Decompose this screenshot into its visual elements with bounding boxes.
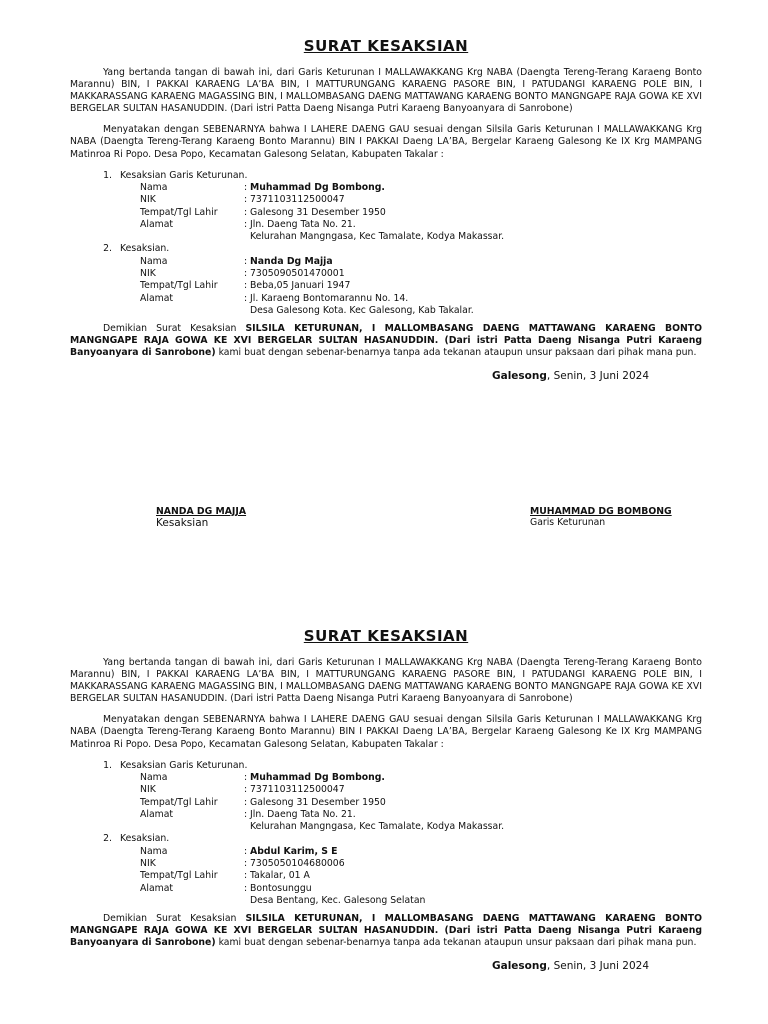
witness-2-address-row: Alamat : Jl. Karaeng Bontomarannu No. 14.: [140, 292, 409, 304]
signer-right-name: MUHAMMAD DG BOMBONG: [530, 506, 672, 517]
statement-paragraph: Menyatakan dengan SEBENARNYA bahwa I LAHERE DAENG GAU sesuai dengan Silsila Garis Keturunan I MALLAWAKKANG Krg NABA (Daengta Tereng-Terang Karaeng Bonto Marannu) BIN I PAKKAI Daeng LA’BA, Bergelar Karaeng Galesong Ke IX Krg MAMPANG Matinroa Ri Popo. Desa Popo, Kecamatan Galesong Selatan, Kabupaten Takalar :: [70, 124, 702, 160]
witness-2-nik-row: NIK : 7305090501470001: [140, 268, 345, 280]
letter-title: SURAT KESAKSIAN: [303, 627, 469, 645]
witness-1-address-line2: Kelurahan Mangngasa, Kec Tamalate, Kodya Makassar.: [250, 821, 505, 833]
witness-2-name: Abdul Karim, S E: [250, 845, 338, 857]
intro-paragraph: Yang bertanda tangan di bawah ini, dari Garis Keturunan I MALLAWAKKANG Krg NABA (Daengta Tereng-Terang Karaeng Bonto Marannu) BIN, I PAKKAI KARAENG LA’BA BIN, I MATTURUNGANG KARAENG PASORE BIN, I PATUDANGI KARAENG POLE BIN, I MAKKARASSANG KARAENG MAGASSING BIN, I MALLOMBASANG DAENG MATTAWANG KARAENG BONTO MANGNGAPE RAJA GOWA KE XVI BERGELAR SULTAN HASANUDDIN. (Dari istri Patta Daeng Nisanga Putri Karaeng Banyoanyara di Sanrobone): [70, 67, 702, 115]
witness-2-heading: 2. Kesaksian.: [103, 833, 170, 845]
witness-1-nik: 7371103112500047: [250, 194, 345, 206]
witness-list: [70, 170, 702, 318]
witness-2-nik: 7305050104680006: [250, 858, 345, 870]
witness-1-address-line1: Jln. Daeng Tata No. 21.: [250, 218, 356, 230]
signature-left: [156, 506, 246, 529]
witness-2-address-line1: Bontosunggu: [250, 882, 312, 894]
witness-1-heading: 1. Kesaksian Garis Keturunan.: [103, 169, 248, 181]
witness-1-ttl: Galesong 31 Desember 1950: [250, 796, 386, 808]
closing-paragraph: Demikian Surat Kesaksian SILSILA KETURUNAN, I MALLOMBASANG DAENG MATTAWANG KARAENG BONTO MANGNGAPE RAJA GOWA KE XVI BERGELAR SULTAN HASANUDDIN. (Dari istri Patta Daeng Nisanga Putri Karaeng Banyoanyara di Sanrobone) kami buat dengan sebenar-benarnya tanpa ada tekanan ataupun unsur paksaan dari pihak mana pun.: [70, 913, 702, 949]
witness-1-address-row: Alamat : Jln. Daeng Tata No. 21.: [140, 808, 356, 820]
witness-2-ttl-row: Tempat/Tgl Lahir : Beba,05 Januari 1947: [140, 280, 351, 292]
witness-2-address-row: Alamat : Bontosunggu: [140, 882, 312, 894]
witness-2-ttl: Takalar, 01 A: [250, 870, 310, 882]
signer-right-role: Garis Keturunan: [530, 517, 606, 528]
signer-left-name: NANDA DG MAJJA: [156, 506, 247, 517]
witness-1-address-row: Alamat : Jln. Daeng Tata No. 21.: [140, 218, 356, 230]
signer-left-role: Kesaksian: [156, 517, 209, 529]
place-date: Galesong, Senin, 3 Juni 2024: [492, 369, 649, 382]
letter-1: [70, 37, 702, 382]
witness-2-name-row: Nama : Nanda Dg Majja: [140, 255, 333, 267]
witness-1-ttl: Galesong 31 Desember 1950: [250, 206, 386, 218]
letter-2: [70, 627, 702, 972]
closing-paragraph: Demikian Surat Kesaksian SILSILA KETURUNAN, I MALLOMBASANG DAENG MATTAWANG KARAENG BONTO MANGNGAPE RAJA GOWA KE XVI BERGELAR SULTAN HASANUDDIN. (Dari istri Patta Daeng Nisanga Putri Karaeng Banyoanyara di Sanrobone) kami buat dengan sebenar-benarnya tanpa ada tekanan ataupun unsur paksaan dari pihak mana pun.: [70, 323, 702, 359]
witness-1-name: Muhammad Dg Bombong.: [250, 181, 385, 193]
letter-title: SURAT KESAKSIAN: [303, 37, 469, 55]
witness-2-ttl: Beba,05 Januari 1947: [250, 280, 351, 292]
witness-1-name: Muhammad Dg Bombong.: [250, 771, 385, 783]
witness-1-heading: 1. Kesaksian Garis Keturunan.: [103, 759, 248, 771]
witness-1-nik: 7371103112500047: [250, 784, 345, 796]
witness-1-ttl-row: Tempat/Tgl Lahir : Galesong 31 Desember 1950: [140, 206, 386, 218]
witness-2-address-line1: Jl. Karaeng Bontomarannu No. 14.: [250, 292, 409, 304]
statement-paragraph: Menyatakan dengan SEBENARNYA bahwa I LAHERE DAENG GAU sesuai dengan Silsila Garis Keturunan I MALLAWAKKANG Krg NABA (Daengta Tereng-Terang Karaeng Bonto Marannu) BIN I PAKKAI Daeng LA’BA, Bergelar Karaeng Galesong Ke IX Krg MAMPANG Matinroa Ri Popo. Desa Popo, Kecamatan Galesong Selatan, Kabupaten Takalar :: [70, 714, 702, 750]
witness-1-ttl-row: Tempat/Tgl Lahir : Galesong 31 Desember 1950: [140, 796, 386, 808]
witness-2-name: Nanda Dg Majja: [250, 255, 333, 267]
intro-paragraph: Yang bertanda tangan di bawah ini, dari Garis Keturunan I MALLAWAKKANG Krg NABA (Daengta Tereng-Terang Karaeng Bonto Marannu) BIN, I PAKKAI KARAENG LA’BA BIN, I MATTURUNGANG KARAENG PASORE BIN, I PATUDANGI KARAENG POLE BIN, I MAKKARASSANG KARAENG MAGASSING BIN, I MALLOMBASANG DAENG MATTAWANG KARAENG BONTO MANGNGAPE RAJA GOWA KE XVI BERGELAR SULTAN HASANUDDIN. (Dari istri Patta Daeng Nisanga Putri Karaeng Banyoanyara di Sanrobone): [70, 657, 702, 705]
witness-2-name-row: Nama : Abdul Karim, S E: [140, 845, 338, 857]
witness-1-name-row: Nama : Muhammad Dg Bombong.: [140, 771, 385, 783]
witness-1-address-line2: Kelurahan Mangngasa, Kec Tamalate, Kodya Makassar.: [250, 231, 505, 243]
witness-2-nik: 7305090501470001: [250, 268, 345, 280]
witness-1-nik-row: NIK : 7371103112500047: [140, 784, 345, 796]
witness-2-address-line2: Desa Galesong Kota. Kec Galesong, Kab Takalar.: [250, 304, 474, 316]
witness-2-address-line2: Desa Bentang, Kec. Galesong Selatan: [250, 894, 426, 906]
witness-list: [70, 760, 702, 908]
witness-2-ttl-row: Tempat/Tgl Lahir : Takalar, 01 A: [140, 870, 310, 882]
witness-1-nik-row: NIK : 7371103112500047: [140, 194, 345, 206]
witness-1-name-row: Nama : Muhammad Dg Bombong.: [140, 181, 385, 193]
witness-2-heading: 2. Kesaksian.: [103, 243, 170, 255]
signature-right: [530, 506, 672, 528]
witness-2-nik-row: NIK : 7305050104680006: [140, 858, 345, 870]
place-date: Galesong, Senin, 3 Juni 2024: [492, 959, 649, 972]
witness-1-address-line1: Jln. Daeng Tata No. 21.: [250, 808, 356, 820]
